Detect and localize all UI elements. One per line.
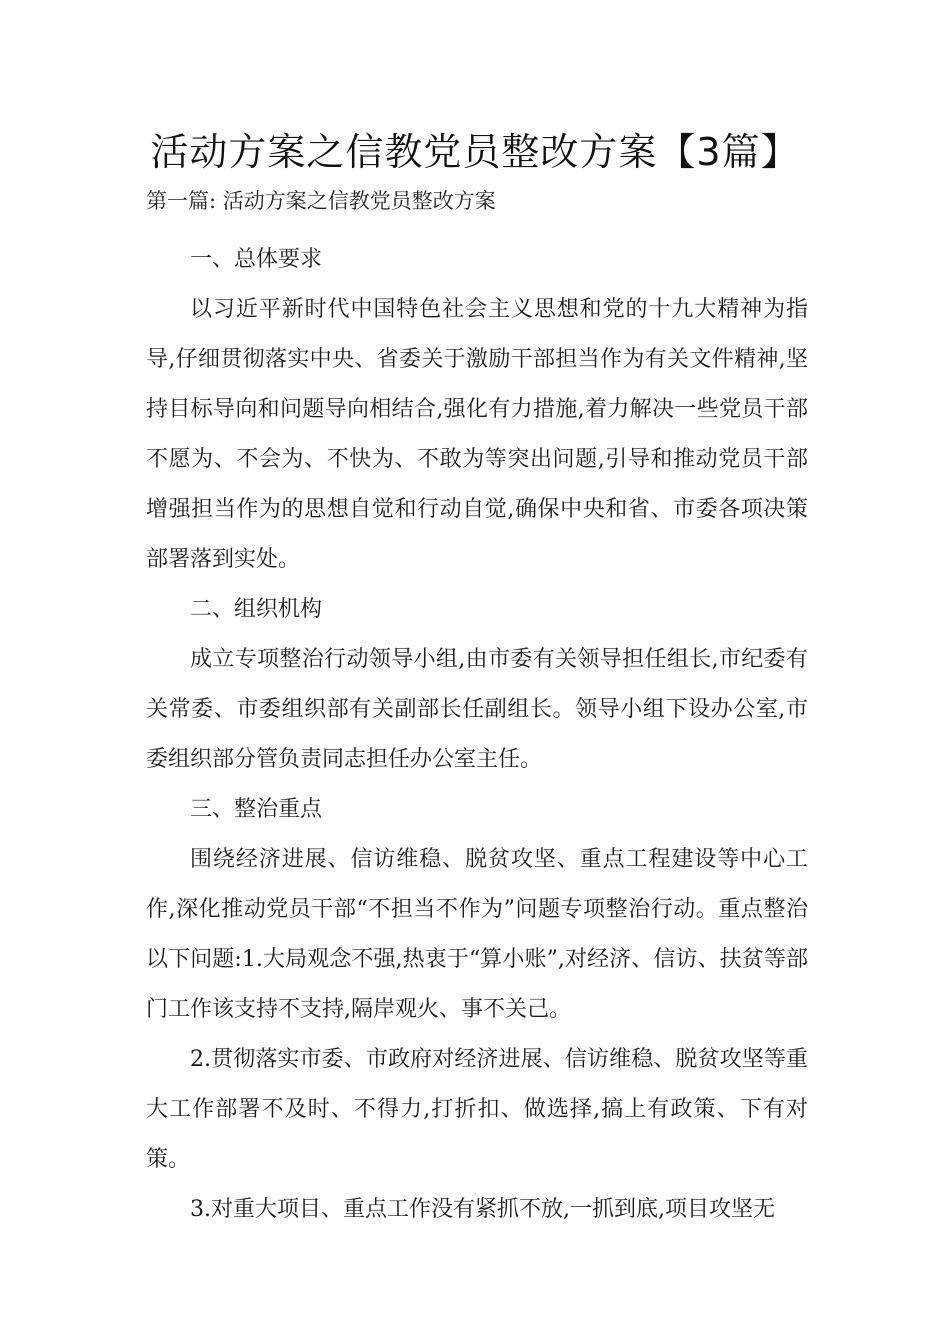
- document-subtitle: 第一篇: 活动方案之信教党员整改方案: [146, 189, 496, 213]
- paragraph-rectification-focus: 围绕经济进展、信访维稳、脱贫攻坚、重点工程建设等中心工作,深化推动党员干部“不担当不作为”问题专项整治行动。重点整治以下问题:1.大局观念不强,热衷于“算小账”,对经济、信访、扶贫等部门工作该支持不支持,隔岸观火、事不关己。: [146, 847, 808, 1022]
- document-title: 活动方案之信教党员整改方案【3篇】: [150, 130, 800, 174]
- paragraph-organization: 成立专项整治行动领导小组,由市委有关领导担任组长,市纪委有关常委、市委组织部有关副部长任副组长。领导小组下设办公室,市委组织部分管负责同志担任办公室主任。: [146, 647, 808, 772]
- paragraph-item-2: 2.贯彻落实市委、市政府对经济进展、信访维稳、脱贫攻坚等重大工作部署不及时、不得力,打折扣、做选择,搞上有政策、下有对策。: [146, 1047, 808, 1172]
- section-heading-rectification-focus: 三、整治重点: [190, 797, 323, 822]
- section-heading-general-requirements: 一、总体要求: [190, 247, 323, 272]
- paragraph-item-3: 3.对重大项目、重点工作没有紧抓不放,一抓到底,项目攻坚无: [190, 1197, 775, 1222]
- section-heading-organization: 二、组织机构: [190, 597, 323, 622]
- document-body: [146, 235, 808, 1235]
- paragraph-general-requirements: 以习近平新时代中国特色社会主义思想和党的十九大精神为指导,仔细贯彻落实中央、省委关于激励干部担当作为有关文件精神,坚持目标导向和问题导向相结合,强化有力措施,着力解决一些党员干部不愿为、不会为、不快为、不敢为等突出问题,引导和推动党员干部增强担当作为的思想自觉和行动自觉,确保中央和省、市委各项决策部署落到实处。: [146, 297, 808, 572]
